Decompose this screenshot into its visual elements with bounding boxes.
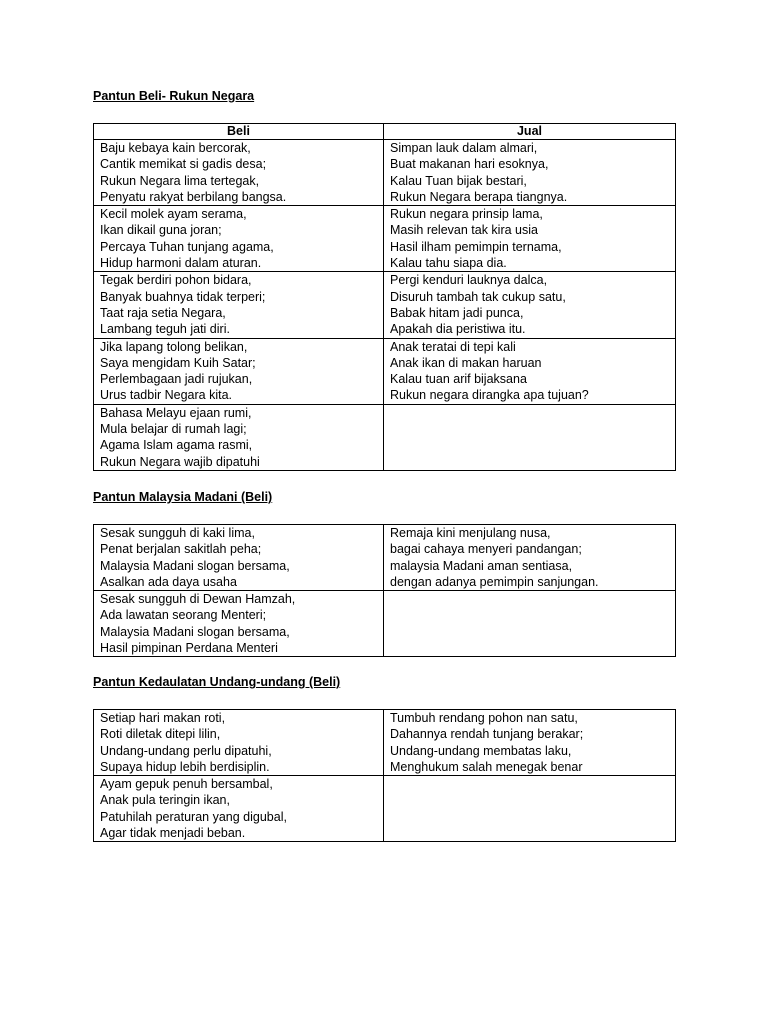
- verse-line: Rukun negara prinsip lama,: [390, 207, 543, 222]
- verse-line: Agar tidak menjadi beban.: [100, 826, 246, 841]
- table-row: [94, 338, 676, 404]
- verse-line: Taat raja setia Negara,: [100, 305, 226, 320]
- verse-line: Simpan lauk dalam almari,: [390, 141, 538, 155]
- section-title: Pantun Kedaulatan Undang-undang (Beli): [93, 675, 341, 689]
- verse-line: Tegak berdiri pohon bidara,: [100, 273, 252, 288]
- jual-cell: [384, 338, 676, 404]
- verse-line: Setiap hari makan roti,: [100, 711, 226, 725]
- verse-line: Roti diletak ditepi lilin,: [100, 727, 221, 742]
- jual-cell: [384, 272, 676, 338]
- verse-line: Penyatu rakyat berbilang bangsa.: [100, 189, 287, 204]
- verse-line: Penat berjalan sakitlah peha;: [100, 542, 262, 557]
- verse-line: Kalau Tuan bijak bestari,: [390, 173, 527, 188]
- verse-line: Mula belajar di rumah lagi;: [100, 422, 247, 437]
- verse-line: dengan adanya pemimpin sanjungan.: [390, 574, 599, 589]
- verse-line: Cantik memikat si gadis desa;: [100, 157, 267, 172]
- verse-line: Baju kebaya kain bercorak,: [100, 141, 251, 155]
- verse-line: Undang-undang membatas laku,: [390, 743, 572, 758]
- pantun-table: [93, 709, 676, 842]
- section-rukun-negara: [93, 88, 675, 471]
- beli-cell: [94, 206, 384, 272]
- verse-line: Rukun negara dirangka apa tujuan?: [390, 388, 589, 403]
- beli-cell: [94, 591, 384, 657]
- verse-line: Remaja kini menjulang nusa,: [390, 526, 551, 540]
- table-row: [94, 206, 676, 272]
- verse-line: Masih relevan tak kira usia: [390, 223, 538, 238]
- verse-line: Ada lawatan seorang Menteri;: [100, 608, 267, 623]
- verse-line: Hasil ilham pemimpin ternama,: [390, 239, 562, 254]
- table-row: [94, 140, 676, 206]
- jual-cell: [384, 206, 676, 272]
- verse-line: Ayam gepuk penuh bersambal,: [100, 777, 273, 792]
- verse-line: Pergi kenduri lauknya dalca,: [390, 273, 548, 288]
- verse-line: Malaysia Madani slogan bersama,: [100, 624, 290, 639]
- verse-line: Jika lapang tolong belikan,: [100, 339, 248, 354]
- column-header-jual: Jual: [384, 124, 676, 140]
- table-header-row: [94, 124, 676, 140]
- verse-line: Anak pula teringin ikan,: [100, 793, 230, 808]
- beli-cell: [94, 776, 384, 842]
- jual-cell: [384, 710, 676, 776]
- verse-line: bagai cahaya menyeri pandangan;: [390, 542, 582, 557]
- verse-line: Supaya hidup lebih berdisiplin.: [100, 759, 270, 774]
- verse-line: Disuruh tambah tak cukup satu,: [390, 289, 566, 304]
- jual-cell: [384, 525, 676, 591]
- pantun-table: [93, 123, 676, 471]
- verse-line: Rukun Negara wajib dipatuhi: [100, 454, 260, 469]
- section-malaysia-madani: [93, 489, 675, 657]
- verse-line: Urus tadbir Negara kita.: [100, 388, 233, 403]
- verse-line: Babak hitam jadi punca,: [390, 305, 524, 320]
- beli-cell: [94, 710, 384, 776]
- verse-line: Sesak sungguh di kaki lima,: [100, 526, 255, 540]
- verse-line: Hasil pimpinan Perdana Menteri: [100, 641, 278, 656]
- jual-cell-empty: [384, 404, 676, 470]
- verse-line: Dahannya rendah tunjang berakar;: [390, 727, 584, 742]
- verse-line: Hidup harmoni dalam aturan.: [100, 256, 262, 271]
- verse-line: Ikan dikail guna joran;: [100, 223, 222, 238]
- verse-line: Anak teratai di tepi kali: [390, 339, 516, 354]
- column-header-beli: Beli: [94, 124, 384, 140]
- beli-cell: [94, 272, 384, 338]
- verse-line: Tumbuh rendang pohon nan satu,: [390, 711, 578, 725]
- verse-line: Agama Islam agama rasmi,: [100, 438, 253, 453]
- table-row: [94, 776, 676, 842]
- table-row: [94, 525, 676, 591]
- jual-cell-empty: [384, 776, 676, 842]
- verse-line: malaysia Madani aman sentiasa,: [390, 558, 573, 573]
- verse-line: Lambang teguh jati diri.: [100, 322, 230, 337]
- verse-line: Asalkan ada daya usaha: [100, 574, 237, 589]
- verse-line: Patuhilah peraturan yang digubal,: [100, 809, 287, 824]
- beli-cell: [94, 404, 384, 470]
- verse-line: Menghukum salah menegak benar: [390, 759, 583, 774]
- beli-cell: [94, 338, 384, 404]
- section-kedaulatan-undang-undang: [93, 674, 675, 842]
- verse-line: Undang-undang perlu dipatuhi,: [100, 743, 272, 758]
- verse-line: Kecil molek ayam serama,: [100, 207, 247, 222]
- jual-cell: [384, 140, 676, 206]
- verse-line: Kalau tuan arif bijaksana: [390, 372, 527, 387]
- verse-line: Rukun Negara berapa tiangnya.: [390, 189, 568, 204]
- section-title: Pantun Malaysia Madani (Beli): [93, 490, 273, 504]
- verse-line: Anak ikan di makan haruan: [390, 355, 542, 370]
- jual-cell-empty: [384, 591, 676, 657]
- verse-line: Banyak buahnya tidak terperi;: [100, 289, 266, 304]
- table-row: [94, 710, 676, 776]
- beli-cell: [94, 140, 384, 206]
- table-row: [94, 591, 676, 657]
- pantun-table: [93, 524, 676, 657]
- verse-line: Percaya Tuhan tunjang agama,: [100, 239, 274, 254]
- verse-line: Malaysia Madani slogan bersama,: [100, 558, 290, 573]
- verse-line: Saya mengidam Kuih Satar;: [100, 355, 256, 370]
- beli-cell: [94, 525, 384, 591]
- verse-line: Rukun Negara lima tertegak,: [100, 173, 260, 188]
- verse-line: Apakah dia peristiwa itu.: [390, 322, 526, 337]
- verse-line: Perlembagaan jadi rujukan,: [100, 372, 253, 387]
- table-row: [94, 404, 676, 470]
- table-row: [94, 272, 676, 338]
- verse-line: Kalau tahu siapa dia.: [390, 256, 507, 271]
- verse-line: Sesak sungguh di Dewan Hamzah,: [100, 592, 296, 607]
- verse-line: Buat makanan hari esoknya,: [390, 157, 549, 172]
- section-title: Pantun Beli- Rukun Negara: [93, 89, 255, 103]
- verse-line: Bahasa Melayu ejaan rumi,: [100, 405, 252, 420]
